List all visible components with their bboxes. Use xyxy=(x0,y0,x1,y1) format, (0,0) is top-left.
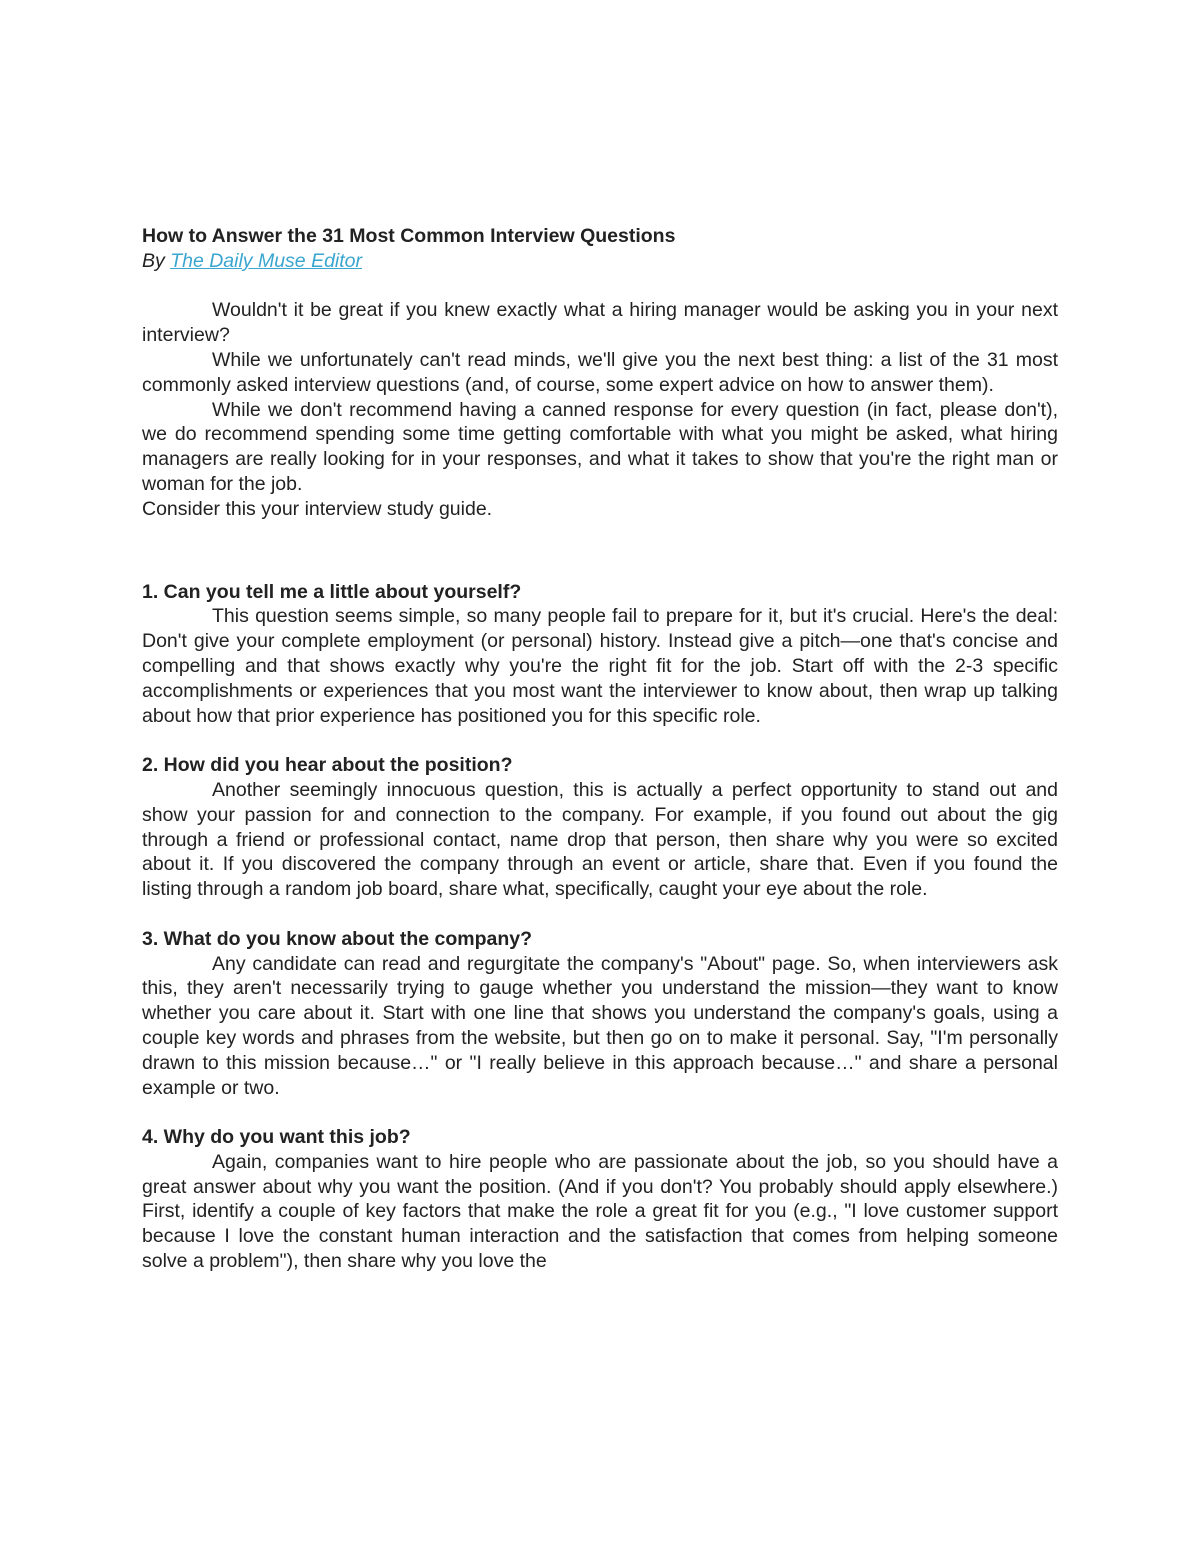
byline-prefix: By xyxy=(142,249,171,272)
question-section xyxy=(142,580,1058,729)
question-heading: 4. Why do you want this job? xyxy=(142,1126,411,1149)
question-section xyxy=(142,1125,1058,1274)
question-section xyxy=(142,927,1058,1101)
question-heading: 3. What do you know about the company? xyxy=(142,927,533,950)
intro-closing: Consider this your interview study guide. xyxy=(142,497,493,520)
question-answer: Another seemingly innocuous question, this is actually a perfect opportunity to stand out and show your passion for and connection to the company. For example, if you found out about the gig through a friend or professional contact, name drop that person, then share why you were so excited about it. If you discovered the company through an event or article, share that. Even if you found the listing through a random job board, share what, specifically, caught your eye about the role. xyxy=(142,778,1058,901)
byline xyxy=(142,249,1058,274)
author-link[interactable]: The Daily Muse Editor xyxy=(170,249,363,272)
intro-paragraph: While we unfortunately can't read minds, we'll give you the next best thing: a list of the 31 most commonly asked interview questions (and, of course, some expert advice on how to answer them). xyxy=(142,348,1058,396)
spacer xyxy=(142,522,1058,580)
question-answer: This question seems simple, so many people fail to prepare for it, but it's crucial. Here's the deal: Don't give your complete employment (or personal) history. Instead give a pitch—one that's concise and compelling and that shows exactly why you're the right fit for the job. Start off with the 2-3 specific accomplishments or experiences that you most want the interviewer to know about, then wrap up talking about how that prior experience has positioned you for this specific role. xyxy=(142,605,1058,727)
spacer xyxy=(142,274,1058,299)
intro-paragraph: While we don't recommend having a canned response for every question (in fact, please don't), we do recommend spending some time getting comfortable with what you might be asked, what hiring managers are really looking for in your responses, and what it takes to show that you're the right man or woman for the job. xyxy=(142,398,1058,495)
intro-paragraph: Wouldn't it be great if you knew exactly what a hiring manager would be asking you in your next interview? xyxy=(142,299,1058,347)
question-answer: Any candidate can read and regurgitate the company's "About" page. So, when interviewers ask this, they aren't necessarily trying to gauge whether you understand the mission—they want to know whether you care about it. Start with one line that shows you understand the company's goals, using a couple key words and phrases from the website, but then go on to make it personal. Say, "I'm personally drawn to this mission because…" or "I really believe in this approach because…" and share a personal example or two. xyxy=(142,952,1058,1099)
question-heading: 2. How did you hear about the position? xyxy=(142,754,513,777)
document-title: How to Answer the 31 Most Common Interview Questions xyxy=(142,225,676,247)
document-page xyxy=(142,224,1058,1299)
question-heading: 1. Can you tell me a little about yourself? xyxy=(142,580,522,603)
question-section xyxy=(142,753,1058,902)
question-answer: Again, companies want to hire people who are passionate about the job, so you should have a great answer about why you want the position. (And if you don't? You probably should apply elsewhere.) First, identify a couple of key factors that make the role a great fit for you (e.g., "I love customer support because I love the constant human interaction and the satisfaction that comes from helping someone solve a problem"), then share why you love the xyxy=(142,1150,1058,1273)
